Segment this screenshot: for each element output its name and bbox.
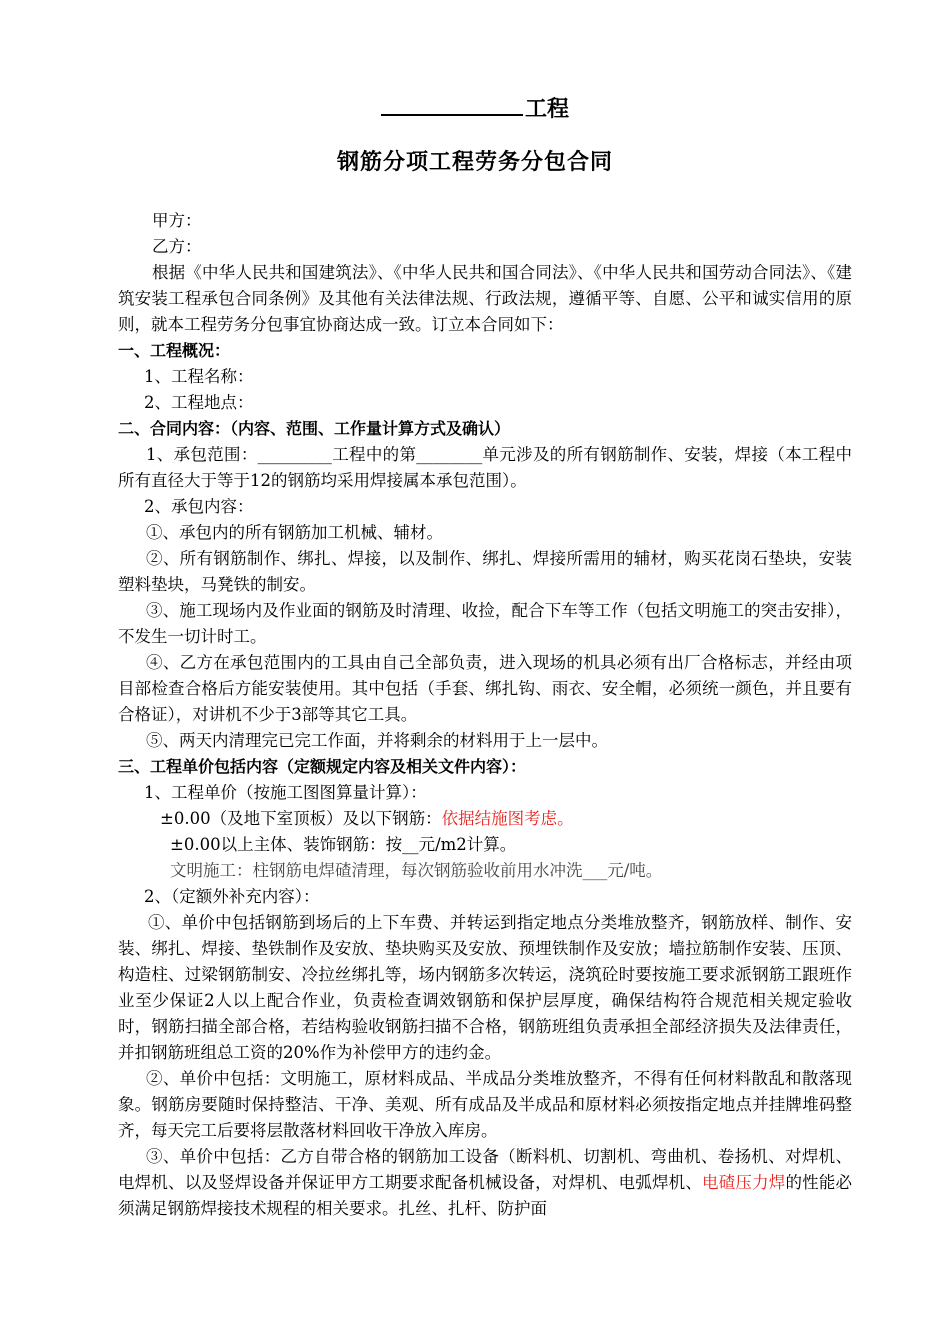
extra-item-3-text-b: 的性能必须满足钢筋焊接技术规程的相关要求。扎丝、扎杆、防护面 <box>118 1173 853 1218</box>
extra-item-3-text-a: ③、单价中包括：乙方自带合格的钢筋加工设备（断料机、切割机、弯曲机、卷扬机、对焊机、电焊机、以及竖焊设备并保证甲方工期要求配备机械设备，对焊机、电弧焊机、 <box>118 1147 852 1192</box>
scope-text: _________工程中的第________单元涉及的所有钢筋制作、安装，焊接（本工程中所有直径大于等于12的钢筋均采用焊接属本承包范围）。 <box>118 445 853 490</box>
extra-content-label: 2、（定额外补充内容）： <box>144 887 320 906</box>
above-zero-line: ±0.00以上主体、装饰钢筋：按__元/m2计算。 <box>170 835 517 854</box>
scope-label: 1、承包范围： <box>146 445 258 464</box>
civil-blank: ___ <box>582 861 608 880</box>
content-item-2: ②、所有钢筋制作、绑扎、焊接，以及制作、绑扎、焊接所需用的辅材，购买花岗石垫块，安装塑料垫块，马凳铁的制安。 <box>118 549 852 594</box>
extra-item-1: ①、单价中包括钢筋到场后的上下车费、并转运到指定地点分类堆放整齐，钢筋放样、制作、安装、绑扎、焊接、垫铁制作及安放、垫块购买及安放、预埋铁制作及安放；墙拉筋制作安装、压顶、构造柱、过梁钢筋制安、冷拉丝绑扎等，场内钢筋多次转运，浇筑砼时要按施工要求派钢筋工跟班作业至少保证2人以上配合作业，负责检查调效钢筋和保护层厚度，确保结构符合规范相关规定验收时，钢筋扫描全部合格，若结构验收钢筋扫描不合格，钢筋班组负责承担全部经济损失及法律责任，并扣钢筋班组总工资的20%作为补偿甲方的违约金。 <box>118 913 852 1062</box>
extra-item-3-highlight: 电碴压力焊 <box>702 1173 786 1192</box>
section-1-heading: 一、工程概况： <box>118 341 231 360</box>
extra-item-3 <box>118 1144 852 1222</box>
section-3-heading: 三、工程单价包括内容（定额规定内容及相关文件内容）： <box>118 757 527 776</box>
content-item-5: ⑤、两天内清理完已完工作面，并将剩余的材料用于上一层中。 <box>146 731 608 750</box>
party-a: 甲方： <box>152 211 202 230</box>
unit-price-label: 1、工程单价（按施工图图算量计算）： <box>144 783 427 802</box>
party-b: 乙方： <box>152 237 202 256</box>
project-name-label: 1、工程名称： <box>144 367 254 386</box>
content-item-1: ①、承包内的所有钢筋加工机械、辅材。 <box>146 523 443 542</box>
extra-item-2: ②、单价中包括：文明施工，原材料成品、半成品分类堆放整齐，不得有任何材料散乱和散落现象。钢筋房要随时保持整洁、干净、美观、所有成品及半成品和原材料必须按指定地点并挂牌堆码整齐，每天完工后要将层散落材料回收干净放入库房。 <box>118 1069 852 1140</box>
scope-paragraph <box>118 442 852 494</box>
project-title <box>0 92 950 123</box>
content-label: 2、承包内容： <box>144 497 254 516</box>
content-item-3: ③、施工现场内及作业面的钢筋及时清理、收捡，配合下车等工作（包括文明施工的突击安排），不发生一切计时工。 <box>118 601 852 646</box>
project-title-suffix: 工程 <box>524 97 569 122</box>
below-zero-text: ±0.00（及地下室顶板）及以下钢筋： <box>160 809 442 828</box>
civil-construction-line <box>118 858 852 884</box>
contract-title: 钢筋分项工程劳务分包合同 <box>336 150 613 175</box>
section-2-heading: 二、合同内容：（内容、范围、工作量计算方式及确认） <box>118 419 511 438</box>
project-location-label: 2、工程地点： <box>144 393 254 412</box>
project-name-blank <box>381 94 523 116</box>
preamble: 根据《中华人民共和国建筑法》、《中华人民共和国合同法》、《中华人民共和国劳动合同法》、《建筑安装工程承包合同条例》及其他有关法律法规、行政法规，遵循平等、自愿、公平和诚实信用的原则，就本工程劳务分包事宜协商达成一致。订立本合同如下： <box>118 263 852 334</box>
contract-body <box>118 208 852 1222</box>
below-zero-note: 依据结施图考虑。 <box>441 809 574 828</box>
civil-text-b: 元/吨。 <box>607 861 663 880</box>
below-zero-line <box>118 806 852 832</box>
civil-text-a: 文明施工：柱钢筋电焊碴清理，每次钢筋验收前用水冲洗 <box>170 861 583 880</box>
content-item-4: ④、乙方在承包范围内的工具由自己全部负责，进入现场的机具必须有出厂合格标志，并经由项目部检查合格后方能安装使用。其中包括（手套、绑扎钩、雨衣、安全帽，必须统一颜色，并且要有合格证），对讲机不少于3部等其它工具。 <box>118 653 852 724</box>
